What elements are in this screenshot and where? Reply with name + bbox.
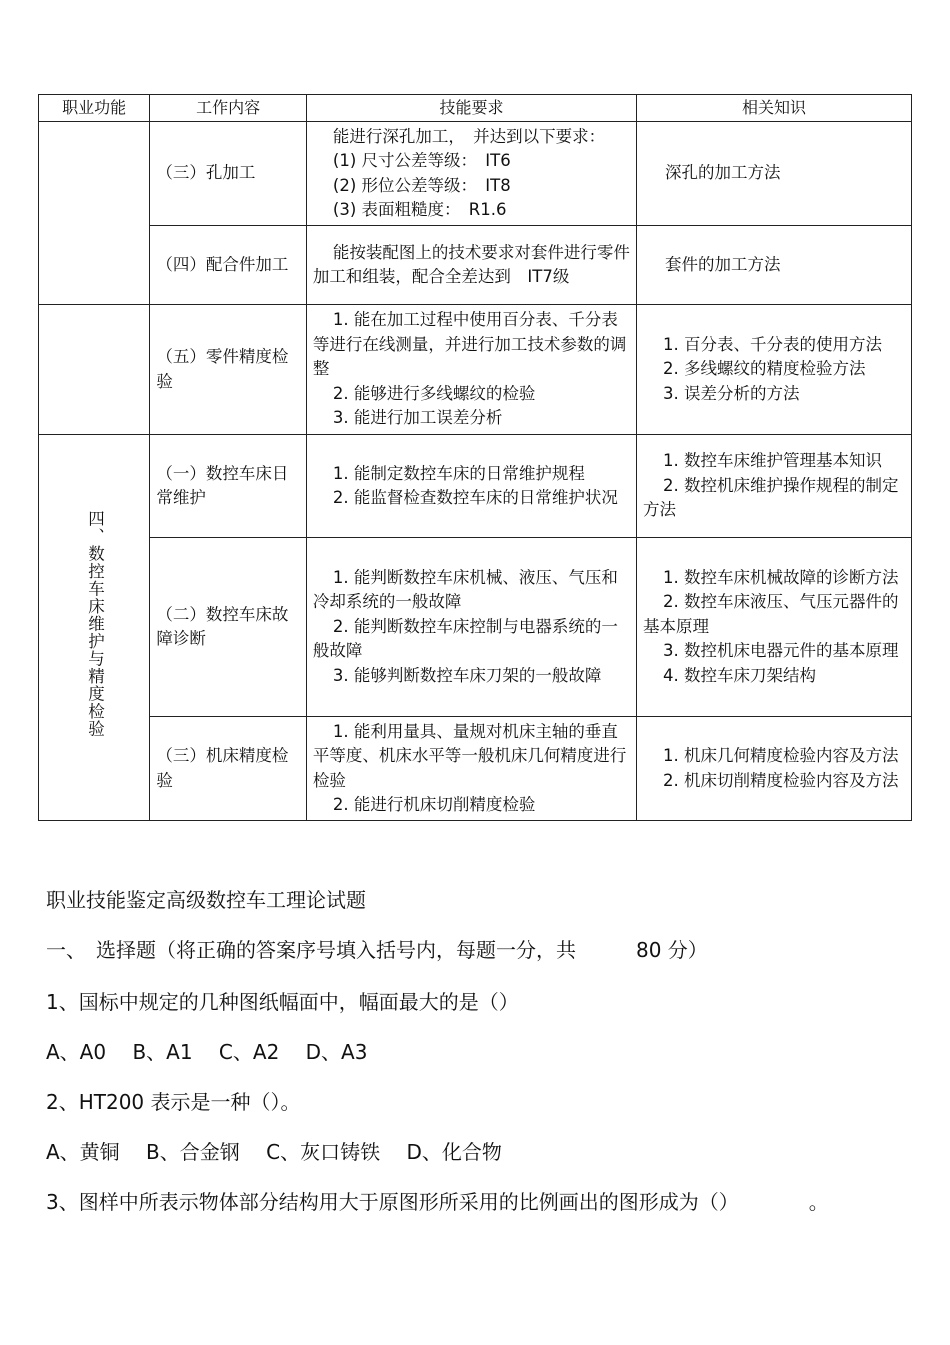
skill-line: (3) 表面粗糙度： R1.6 [332,200,507,219]
table-row [39,538,912,717]
header-knowledge: 相关知识 [637,95,912,122]
table-row [39,122,912,226]
knowledge-line: 2. 多线螺纹的精度检验方法 [663,359,866,379]
skills-cell [306,538,636,717]
knowledge-cell [637,305,912,435]
skills-cell [306,226,636,305]
skill-line: 能按装配图上的技术要求对套件进行零件加工和组装，配合全差达到 IT7级 [312,242,630,286]
knowledge-cell: 套件的加工方法 [637,226,912,305]
skill-line: (1) 尺寸公差等级： IT6 [332,151,511,170]
question-2-options: A、黄铜 B、合金钢 C、灰口铸铁 D、化合物 [46,1140,502,1164]
function-cell-blank [39,122,150,305]
skills-cell [306,305,636,435]
table-row [39,435,912,538]
function-cell [39,435,150,821]
skill-line: 2. 能判断数控车床控制与电器系统的一般故障 [312,616,618,661]
header-skills: 技能要求 [306,95,636,122]
header-function: 职业功能 [39,95,150,122]
table-header-row [39,95,912,122]
knowledge-line: 2. 数控车床液压、气压元器件的基本原理 [643,592,899,636]
skill-line: (2) 形位公差等级： IT8 [332,175,511,195]
knowledge-line: 2. 数控机床维护操作规程的制定方法 [643,475,899,520]
knowledge-line: 1. 百分表、千分表的使用方法 [663,334,883,354]
table-row [39,226,912,305]
skill-line: 1. 能制定数控车床的日常维护规程 [332,463,585,483]
table-row [39,305,912,435]
function-cell-blank [39,305,150,435]
knowledge-line: 4. 数控车床刀架结构 [663,665,817,685]
question-3: 3、图样中所表示物体部分结构用大于原图形所采用的比例画出的图形成为（） 。 [46,1190,829,1214]
header-content: 工作内容 [150,95,307,122]
content-cell: （三）机床精度检验 [150,717,307,821]
section-heading: 一、 选择题（将正确的答案序号填入括号内，每题一分，共 80 分） [46,938,708,962]
knowledge-line: 1. 机床几何精度检验内容及方法 [663,746,899,765]
question-2: 2、HT200 表示是一种（）。 [46,1090,301,1114]
skills-cell [306,122,636,226]
content-cell: （四）配合件加工 [150,226,307,305]
skill-line: 2. 能够进行多线螺纹的检验 [332,383,536,403]
knowledge-cell [637,717,912,821]
content-cell: （三）孔加工 [150,122,307,226]
skills-table [38,94,912,821]
content-cell: （二）数控车床故障诊断 [150,538,307,717]
content-cell: （一）数控车床日常维护 [150,435,307,538]
knowledge-cell: 深孔的加工方法 [637,122,912,226]
skill-line: 3. 能进行加工误差分析 [332,408,503,428]
knowledge-cell [637,435,912,538]
function-label: 四、数控车床维护与精度检验 [85,510,105,738]
skill-line: 1. 能判断数控车床机械、液压、气压和冷却系统的一般故障 [312,567,618,612]
skill-line: 2. 能进行机床切削精度检验 [332,795,536,814]
skill-line: 能进行深孔加工， 并达到以下要求： [332,126,606,146]
skills-cell [306,717,636,821]
skills-cell [306,435,636,538]
skill-line: 1. 能利用量具、量规对机床主轴的垂直平等度、机床水平等一般机床几何精度进行检验 [312,721,627,790]
question-1: 1、国标中规定的几种图纸幅面中，幅面最大的是（） [46,990,519,1014]
knowledge-line: 1. 数控车床维护管理基本知识 [663,451,883,471]
knowledge-line: 3. 数控机床电器元件的基本原理 [663,641,899,661]
knowledge-cell [637,538,912,717]
knowledge-line: 3. 误差分析的方法 [663,383,800,403]
skill-line: 2. 能监督检查数控车床的日常维护状况 [332,488,618,507]
table-row [39,717,912,821]
knowledge-line: 2. 机床切削精度检验内容及方法 [663,770,899,790]
skill-line: 3. 能够判断数控车床刀架的一般故障 [332,665,602,685]
exam-title: 职业技能鉴定高级数控车工理论试题 [46,888,366,912]
knowledge-line: 1. 数控车床机械故障的诊断方法 [663,567,899,587]
question-1-options: A、A0 B、A1 C、A2 D、A3 [46,1040,368,1064]
content-cell: （五）零件精度检验 [150,305,307,435]
skill-line: 1. 能在加工过程中使用百分表、千分表等进行在线测量，并进行加工技术参数的调整 [312,310,627,379]
